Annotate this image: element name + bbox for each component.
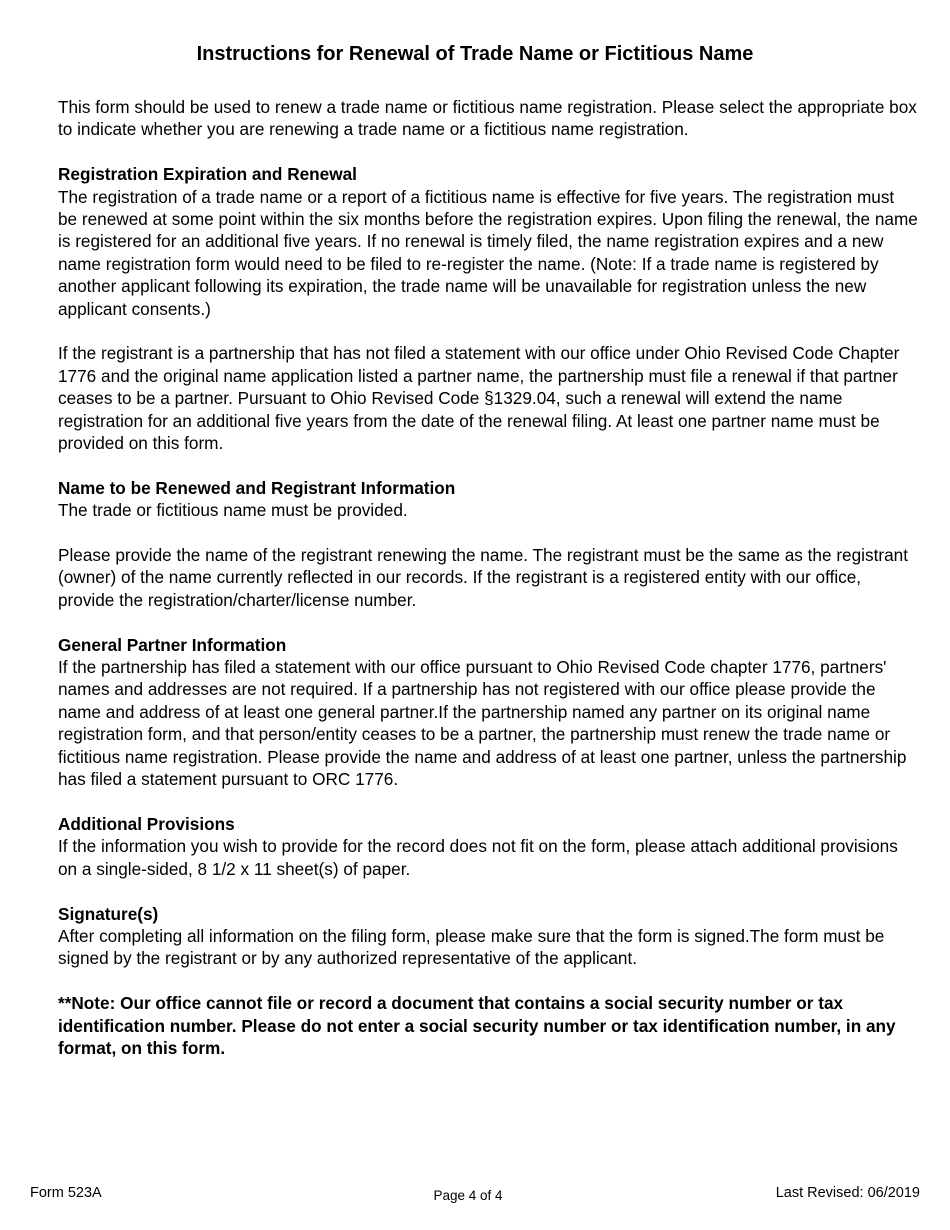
section-name-registrant bbox=[58, 477, 918, 522]
section-heading: Name to be Renewed and Registrant Information bbox=[58, 477, 456, 498]
section-paragraph: The trade or fictitious name must be provided. bbox=[58, 500, 408, 521]
form-number: Form 523A bbox=[30, 1185, 102, 1201]
section-paragraph: Please provide the name of the registrant renewing the name. The registrant must be the same as the registrant (owner) of the name currently reflected in our records. If the registrant is a registered entity with our office, provide the registration/charter/license number. bbox=[58, 545, 908, 610]
section-heading: Additional Provisions bbox=[58, 813, 235, 834]
section-general-partner bbox=[58, 634, 918, 791]
section-paragraph: If the information you wish to provide for the record does not fit on the form, please attach additional provisions on a single-sided, 8 1/2 x 11 sheet(s) of paper. bbox=[58, 836, 898, 879]
section-paragraph: After completing all information on the filing form, please make sure that the form is signed.The form must be signed by the registrant or by any authorized representative of the applicant. bbox=[58, 925, 885, 969]
section-heading: General Partner Information bbox=[58, 634, 287, 655]
section-name-registrant-detail bbox=[58, 544, 918, 611]
document-body bbox=[58, 96, 918, 1059]
section-heading: Registration Expiration and Renewal bbox=[58, 164, 357, 185]
section-signatures bbox=[58, 903, 918, 970]
section-heading: Signature(s) bbox=[58, 903, 159, 924]
section-additional-provisions bbox=[58, 813, 918, 880]
ssn-warning-note: **Note: Our office cannot file or record a document that contains a social security number or tax identification number. Please do not enter a social security number or tax identification number, in any format, on this form. bbox=[58, 993, 896, 1058]
last-revised: Last Revised: 06/2019 bbox=[775, 1185, 920, 1201]
intro-block bbox=[58, 96, 918, 141]
document-title: Instructions for Renewal of Trade Name or Fictitious Name bbox=[196, 43, 754, 65]
section-expiration-renewal-partnership bbox=[58, 342, 918, 454]
section-expiration-renewal bbox=[58, 163, 918, 320]
section-paragraph: If the partnership has filed a statement with our office pursuant to Ohio Revised Code chapter 1776, partners' names and addresses are not required. If a partnership has not registered with our office please provide the name and address of at least one general partner.If the partnership named any partner on its original name registration form, and that person/entity ceases to be a partner, the partnership must renew the trade name or fictitious name registration. Please provide the name and address of at least one partner, unless the partnership has filed a statement pursuant to ORC 1776. bbox=[58, 657, 907, 790]
section-paragraph: The registration of a trade name or a report of a fictitious name is effective for five years. The registration must be renewed at some point within the six months before the registration expires. Upon filing the renewal, the name is registered for an additional five years. If no renewal is timely filed, the name registration expires and a new name registration form would need to be filed to re-register the name. (Note: If a trade name is registered by another applicant following its expiration, the trade name will be unavailable for registration unless the new applicant consents.) bbox=[58, 186, 918, 319]
section-paragraph: If the registrant is a partnership that has not filed a statement with our office under Ohio Revised Code Chapter 1776 and the original name application listed a partner name, the partnership must file a renewal if that partner ceases to be a partner. Pursuant to Ohio Revised Code §1329.04, such a renewal will extend the name registration for an additional five years from the date of the renewal filing. At least one partner name must be provided on this form. bbox=[58, 343, 900, 454]
page-number: Page 4 of 4 bbox=[433, 1188, 503, 1203]
intro-paragraph: This form should be used to renew a trade name or fictitious name registration. Please select the appropriate box to indicate whether you are renewing a trade name or a fictitious name registration. bbox=[58, 97, 917, 140]
